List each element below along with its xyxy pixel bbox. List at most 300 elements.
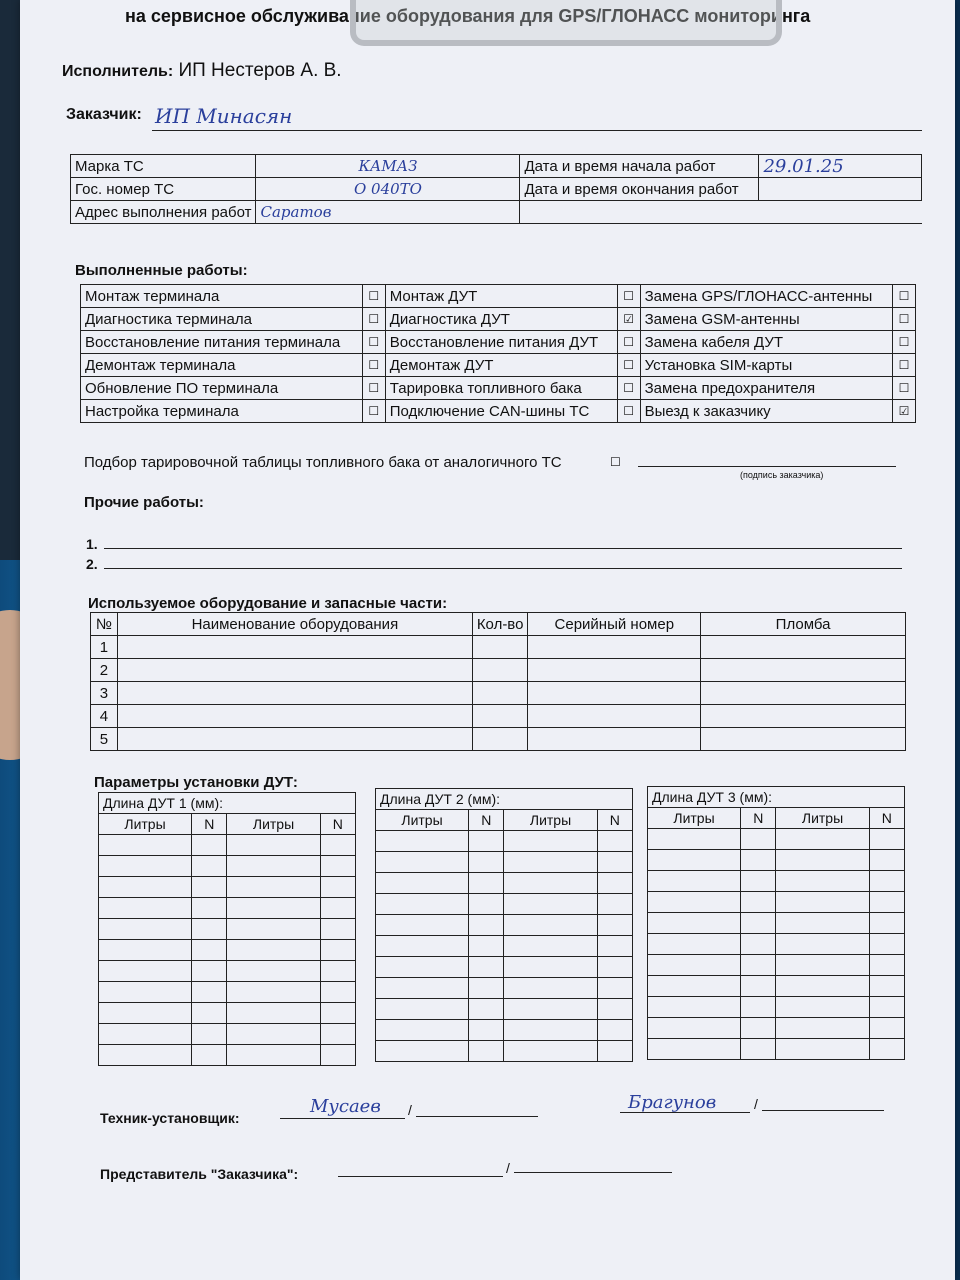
equipment-cell[interactable] (117, 728, 472, 751)
tech-line-1a (280, 1118, 405, 1119)
dut-cell[interactable] (376, 873, 469, 894)
tech-signature-1: Мусаев (310, 1096, 381, 1117)
other-item-1: 1. (86, 536, 98, 552)
works-row (81, 400, 916, 423)
dut-cell[interactable] (469, 915, 504, 936)
dut-cell[interactable] (320, 898, 355, 919)
dut-cell[interactable] (648, 955, 741, 976)
dut-cell[interactable] (469, 852, 504, 873)
dut-cell[interactable] (741, 1039, 776, 1060)
dut-cell[interactable] (227, 919, 320, 940)
calibration-text: Подбор тарировочной таблицы топливного бака от аналогичного ТС (84, 454, 562, 471)
customer-value: ИП Минасян (155, 104, 293, 128)
equipment-cell[interactable] (117, 705, 472, 728)
dut-table-title: Длина ДУТ 2 (мм): (376, 789, 633, 810)
equipment-cell[interactable] (528, 659, 701, 682)
dut-cell[interactable] (376, 831, 469, 852)
dut-cell[interactable] (648, 892, 741, 913)
dut-cell[interactable] (504, 1041, 597, 1062)
tech-line-2a (620, 1112, 750, 1113)
equipment-cell[interactable] (528, 728, 701, 751)
equipment-row-number: 1 (91, 636, 118, 659)
address-label: Адрес выполнения работ (71, 201, 256, 224)
work-item-label: Демонтаж терминала (81, 354, 363, 377)
equipment-cell[interactable] (472, 659, 528, 682)
work-item-checkbox[interactable]: ☐ (617, 331, 640, 354)
dut-cell[interactable] (320, 982, 355, 1003)
dut-cell[interactable] (648, 934, 741, 955)
dut-cell[interactable] (776, 1039, 869, 1060)
dut-row (99, 982, 356, 1003)
dut-cell[interactable] (320, 919, 355, 940)
dut-cell[interactable] (648, 997, 741, 1018)
dut-cell[interactable] (469, 894, 504, 915)
dut-cell[interactable] (869, 1018, 904, 1039)
dut-row (376, 1020, 633, 1041)
dut-cell[interactable] (376, 852, 469, 873)
dut-cell[interactable] (192, 961, 227, 982)
clipboard-clip (350, 0, 782, 46)
dut-row (648, 913, 905, 934)
dut-cell[interactable] (597, 1020, 632, 1041)
executor-value: ИП Нестеров А. В. (178, 60, 342, 81)
dut-cell[interactable] (869, 913, 904, 934)
dut-cell[interactable] (227, 1045, 320, 1066)
equipment-row (91, 659, 906, 682)
dut-cell[interactable] (776, 934, 869, 955)
equipment-header-cell: Кол-во (472, 613, 528, 636)
dut-cell[interactable] (99, 961, 192, 982)
work-item-label: Замена кабеля ДУТ (640, 331, 892, 354)
dut-cell[interactable] (648, 1018, 741, 1039)
equipment-row (91, 682, 906, 705)
work-item-label: Замена GPS/ГЛОНАСС-антенны (640, 285, 892, 308)
dut-cell[interactable] (869, 829, 904, 850)
dut-row (648, 976, 905, 997)
dut-cell[interactable] (776, 892, 869, 913)
dut-cell[interactable] (376, 915, 469, 936)
dut-cell[interactable] (99, 1045, 192, 1066)
work-item-checkbox[interactable]: ☐ (362, 354, 385, 377)
work-item-checkbox[interactable]: ☑ (617, 308, 640, 331)
dut-row (648, 1039, 905, 1060)
dut-cell[interactable] (776, 850, 869, 871)
equipment-row-number: 2 (91, 659, 118, 682)
dut-cell[interactable] (192, 835, 227, 856)
start-label: Дата и время начала работ (520, 155, 759, 178)
works-row (81, 308, 916, 331)
equipment-cell[interactable] (701, 682, 906, 705)
dut-cell[interactable] (192, 877, 227, 898)
dut-cell[interactable] (869, 871, 904, 892)
dut-col-header: Литры (376, 810, 469, 831)
dut-table (375, 788, 633, 1062)
customer-label: Заказчик: (66, 106, 142, 123)
equipment-cell[interactable] (472, 728, 528, 751)
work-item-checkbox[interactable]: ☐ (362, 285, 385, 308)
equipment-cell[interactable] (701, 659, 906, 682)
dut-cell[interactable] (192, 898, 227, 919)
dut-cell[interactable] (504, 1020, 597, 1041)
dut-header-row (648, 808, 905, 829)
work-item-label: Монтаж ДУТ (385, 285, 617, 308)
dut-cell[interactable] (741, 997, 776, 1018)
dut-cell[interactable] (469, 999, 504, 1020)
work-item-checkbox[interactable]: ☐ (362, 400, 385, 423)
equipment-cell[interactable] (472, 705, 528, 728)
dut-cell[interactable] (504, 894, 597, 915)
dut-cell[interactable] (504, 873, 597, 894)
equipment-cell[interactable] (701, 728, 906, 751)
dut-cell[interactable] (741, 955, 776, 976)
dut-table (98, 792, 356, 1066)
dut-row (376, 831, 633, 852)
dut-row (376, 852, 633, 873)
tech-line-2b (762, 1110, 884, 1111)
dut-col-header: Литры (99, 814, 192, 835)
dut-cell[interactable] (648, 871, 741, 892)
work-item-label: Монтаж терминала (81, 285, 363, 308)
address-value: Саратов (256, 201, 520, 224)
dut-cell[interactable] (320, 856, 355, 877)
dut-row (376, 873, 633, 894)
dut-row (99, 919, 356, 940)
works-table (80, 284, 916, 423)
works-title: Выполненные работы: (75, 262, 248, 279)
dut-cell[interactable] (741, 1018, 776, 1039)
dut-col-header: N (741, 808, 776, 829)
dut-cell[interactable] (504, 852, 597, 873)
dut-cell[interactable] (320, 1024, 355, 1045)
dut-cell[interactable] (227, 982, 320, 1003)
dut-cell[interactable] (648, 913, 741, 934)
dut-row (99, 856, 356, 877)
other-line-2 (104, 568, 902, 569)
dut-cell[interactable] (597, 852, 632, 873)
dut-row (99, 1003, 356, 1024)
dut-cell[interactable] (597, 873, 632, 894)
dut-title-row (376, 789, 633, 810)
dut-row (376, 978, 633, 999)
dut-cell[interactable] (320, 940, 355, 961)
dut-cell[interactable] (869, 1039, 904, 1060)
calibration-sign-line (638, 466, 896, 467)
dut-cell[interactable] (320, 961, 355, 982)
header-title: на сервисное обслуживание оборудования для GPS/ГЛОНАСС мониторинга (125, 6, 811, 26)
dut-cell[interactable] (741, 934, 776, 955)
dut-col-header: N (469, 810, 504, 831)
work-item-checkbox[interactable]: ☐ (617, 400, 640, 423)
dut-col-header: Литры (227, 814, 320, 835)
plate-value: О 040ТО (256, 178, 520, 201)
dut-row (648, 871, 905, 892)
dut-cell[interactable] (469, 1041, 504, 1062)
dut-cell[interactable] (776, 871, 869, 892)
dut-cell[interactable] (648, 1039, 741, 1060)
dut-cell[interactable] (99, 919, 192, 940)
end-value (759, 178, 922, 201)
equipment-table (90, 612, 906, 751)
dut-row (376, 894, 633, 915)
dut-cell[interactable] (597, 831, 632, 852)
dut-cell[interactable] (99, 1003, 192, 1024)
dut-col-header: N (192, 814, 227, 835)
dut-cell[interactable] (376, 999, 469, 1020)
other-works-title: Прочие работы: (84, 494, 204, 511)
dut-cell[interactable] (192, 940, 227, 961)
dut-cell[interactable] (597, 999, 632, 1020)
dut-row (99, 1024, 356, 1045)
equipment-cell[interactable] (117, 659, 472, 682)
works-row (81, 354, 916, 377)
dut-cell[interactable] (192, 856, 227, 877)
dut-col-header: N (869, 808, 904, 829)
dut-cell[interactable] (99, 835, 192, 856)
dut-cell[interactable] (192, 1003, 227, 1024)
work-item-checkbox[interactable]: ☐ (362, 331, 385, 354)
equipment-header-cell: Наименование оборудования (117, 613, 472, 636)
dut-col-header: N (320, 814, 355, 835)
dut-cell[interactable] (227, 940, 320, 961)
dut-row (99, 835, 356, 856)
dut-cell[interactable] (869, 976, 904, 997)
dut-cell[interactable] (597, 1041, 632, 1062)
equipment-header-cell: Серийный номер (528, 613, 701, 636)
dut-row (99, 1045, 356, 1066)
dut-cell[interactable] (504, 957, 597, 978)
calibration-checkbox[interactable]: ☐ (610, 455, 621, 469)
dut-table-title: Длина ДУТ 1 (мм): (99, 793, 356, 814)
tech-slash-2: / (754, 1096, 758, 1112)
dut-cell[interactable] (99, 1024, 192, 1045)
dut-row (648, 829, 905, 850)
vehicle-table (70, 154, 922, 224)
equipment-cell[interactable] (701, 636, 906, 659)
address-spacer (520, 201, 922, 224)
equipment-cell[interactable] (117, 636, 472, 659)
dut-cell[interactable] (504, 831, 597, 852)
dut-cell[interactable] (192, 982, 227, 1003)
equipment-row (91, 705, 906, 728)
dut-cell[interactable] (869, 997, 904, 1018)
executor-label: Исполнитель: (62, 63, 174, 80)
brand-label: Марка ТС (71, 155, 256, 178)
dut-cell[interactable] (376, 978, 469, 999)
dut-cell[interactable] (469, 873, 504, 894)
work-item-label: Замена GSM-антенны (640, 308, 892, 331)
executor-row (62, 60, 342, 82)
dut-cell[interactable] (869, 892, 904, 913)
dut-cell[interactable] (869, 850, 904, 871)
dut-cell[interactable] (192, 1024, 227, 1045)
dut-cell[interactable] (320, 835, 355, 856)
equipment-cell[interactable] (472, 636, 528, 659)
dut-cell[interactable] (227, 835, 320, 856)
dut-cell[interactable] (776, 1018, 869, 1039)
dut-cell[interactable] (99, 877, 192, 898)
dut-cell[interactable] (227, 961, 320, 982)
equipment-header-row (91, 613, 906, 636)
dut-cell[interactable] (741, 871, 776, 892)
dut-col-header: Литры (648, 808, 741, 829)
dut-cell[interactable] (192, 919, 227, 940)
dut-row (648, 1018, 905, 1039)
dut-cell[interactable] (597, 894, 632, 915)
dut-cell[interactable] (376, 1041, 469, 1062)
work-item-label: Подключение CAN-шины ТС (385, 400, 617, 423)
dut-cell[interactable] (597, 915, 632, 936)
dut-row (99, 898, 356, 919)
work-item-checkbox[interactable]: ☐ (362, 308, 385, 331)
dut-cell[interactable] (469, 831, 504, 852)
dut-row (648, 892, 905, 913)
work-item-checkbox[interactable]: ☐ (362, 377, 385, 400)
dut-header-row (99, 814, 356, 835)
tech-slash-1: / (408, 1102, 412, 1118)
dut-cell[interactable] (469, 957, 504, 978)
dut-row (376, 1041, 633, 1062)
work-item-label: Тарировка топливного бака (385, 377, 617, 400)
work-item-checkbox[interactable]: ☐ (617, 354, 640, 377)
dut-cell[interactable] (376, 957, 469, 978)
dut-cell[interactable] (869, 934, 904, 955)
works-row (81, 377, 916, 400)
dut-cell[interactable] (741, 913, 776, 934)
work-item-label: Диагностика ДУТ (385, 308, 617, 331)
other-line-1 (104, 548, 902, 549)
dut-cell[interactable] (597, 978, 632, 999)
work-item-label: Диагностика терминала (81, 308, 363, 331)
work-item-label: Восстановление питания терминала (81, 331, 363, 354)
dut-cell[interactable] (504, 915, 597, 936)
dut-cell[interactable] (376, 894, 469, 915)
dut-cell[interactable] (504, 936, 597, 957)
dut-cell[interactable] (741, 829, 776, 850)
dut-cell[interactable] (469, 936, 504, 957)
dut-cell[interactable] (597, 957, 632, 978)
dut-cell[interactable] (469, 978, 504, 999)
dut-row (99, 877, 356, 898)
dut-cell[interactable] (741, 892, 776, 913)
dut-header-row (376, 810, 633, 831)
dut-cell[interactable] (99, 898, 192, 919)
dut-cell[interactable] (776, 913, 869, 934)
end-label: Дата и время окончания работ (520, 178, 759, 201)
dut-cell[interactable] (227, 898, 320, 919)
dut-cell[interactable] (320, 1003, 355, 1024)
dut-row (376, 957, 633, 978)
dut-row (648, 934, 905, 955)
dut-cell[interactable] (776, 997, 869, 1018)
plate-label: Гос. номер ТС (71, 178, 256, 201)
work-item-checkbox[interactable]: ☐ (893, 308, 916, 331)
dut-row (648, 997, 905, 1018)
equipment-row (91, 636, 906, 659)
dut-title-row (99, 793, 356, 814)
dut-cell[interactable] (320, 877, 355, 898)
dut-cell[interactable] (320, 1045, 355, 1066)
dut-cell[interactable] (99, 856, 192, 877)
other-item-2: 2. (86, 556, 98, 572)
dut-cell[interactable] (227, 1003, 320, 1024)
works-row (81, 285, 916, 308)
work-item-label: Установка SIM-карты (640, 354, 892, 377)
dut-cell[interactable] (504, 999, 597, 1020)
equipment-cell[interactable] (472, 682, 528, 705)
start-value: 29.01.25 (759, 155, 922, 178)
dut-row (99, 940, 356, 961)
dut-cell[interactable] (597, 936, 632, 957)
dut-cell[interactable] (648, 976, 741, 997)
dut-cell[interactable] (376, 936, 469, 957)
dut-cell[interactable] (99, 940, 192, 961)
dut-row (376, 936, 633, 957)
dut-cell[interactable] (648, 829, 741, 850)
dut-cell[interactable] (227, 877, 320, 898)
dut-row (376, 999, 633, 1020)
work-item-checkbox[interactable]: ☐ (893, 354, 916, 377)
dut-cell[interactable] (99, 982, 192, 1003)
rep-slash: / (506, 1160, 510, 1176)
work-item-label: Обновление ПО терминала (81, 377, 363, 400)
rep-label: Представитель "Заказчика": (100, 1166, 299, 1182)
dut-cell[interactable] (741, 976, 776, 997)
equipment-row-number: 5 (91, 728, 118, 751)
work-item-checkbox[interactable]: ☐ (617, 377, 640, 400)
dut-col-header: Литры (504, 810, 597, 831)
dut-cell[interactable] (869, 955, 904, 976)
dut-cell[interactable] (776, 976, 869, 997)
dut-col-header: Литры (776, 808, 869, 829)
equipment-header-cell: Пломба (701, 613, 906, 636)
dut-title: Параметры установки ДУТ: (94, 774, 298, 791)
rep-line-a (338, 1176, 503, 1177)
equipment-title: Используемое оборудование и запасные части: (88, 595, 448, 612)
dut-cell[interactable] (648, 850, 741, 871)
dut-cell[interactable] (192, 1045, 227, 1066)
dut-cell[interactable] (776, 955, 869, 976)
dut-cell[interactable] (376, 1020, 469, 1041)
dut-title-row (648, 787, 905, 808)
dut-row (648, 850, 905, 871)
dut-row (376, 915, 633, 936)
dut-col-header: N (597, 810, 632, 831)
dut-row (99, 961, 356, 982)
work-item-label: Выезд к заказчику (640, 400, 892, 423)
dut-cell[interactable] (504, 978, 597, 999)
work-item-checkbox[interactable]: ☐ (617, 285, 640, 308)
work-item-checkbox[interactable]: ☐ (893, 331, 916, 354)
equipment-cell[interactable] (528, 682, 701, 705)
work-item-checkbox[interactable]: ☐ (893, 285, 916, 308)
dut-cell[interactable] (469, 1020, 504, 1041)
equipment-cell[interactable] (528, 636, 701, 659)
dut-cell[interactable] (741, 850, 776, 871)
dut-cell[interactable] (227, 1024, 320, 1045)
equipment-cell[interactable] (528, 705, 701, 728)
work-item-label: Восстановление питания ДУТ (385, 331, 617, 354)
work-item-label: Замена предохранителя (640, 377, 892, 400)
brand-value: КАМАЗ (256, 155, 520, 178)
tech-line-1b (416, 1116, 538, 1117)
equipment-cell[interactable] (701, 705, 906, 728)
dut-cell[interactable] (776, 829, 869, 850)
dut-table-title: Длина ДУТ 3 (мм): (648, 787, 905, 808)
dut-cell[interactable] (227, 856, 320, 877)
work-item-checkbox[interactable]: ☐ (893, 377, 916, 400)
work-item-checkbox[interactable]: ☑ (893, 400, 916, 423)
equipment-cell[interactable] (117, 682, 472, 705)
